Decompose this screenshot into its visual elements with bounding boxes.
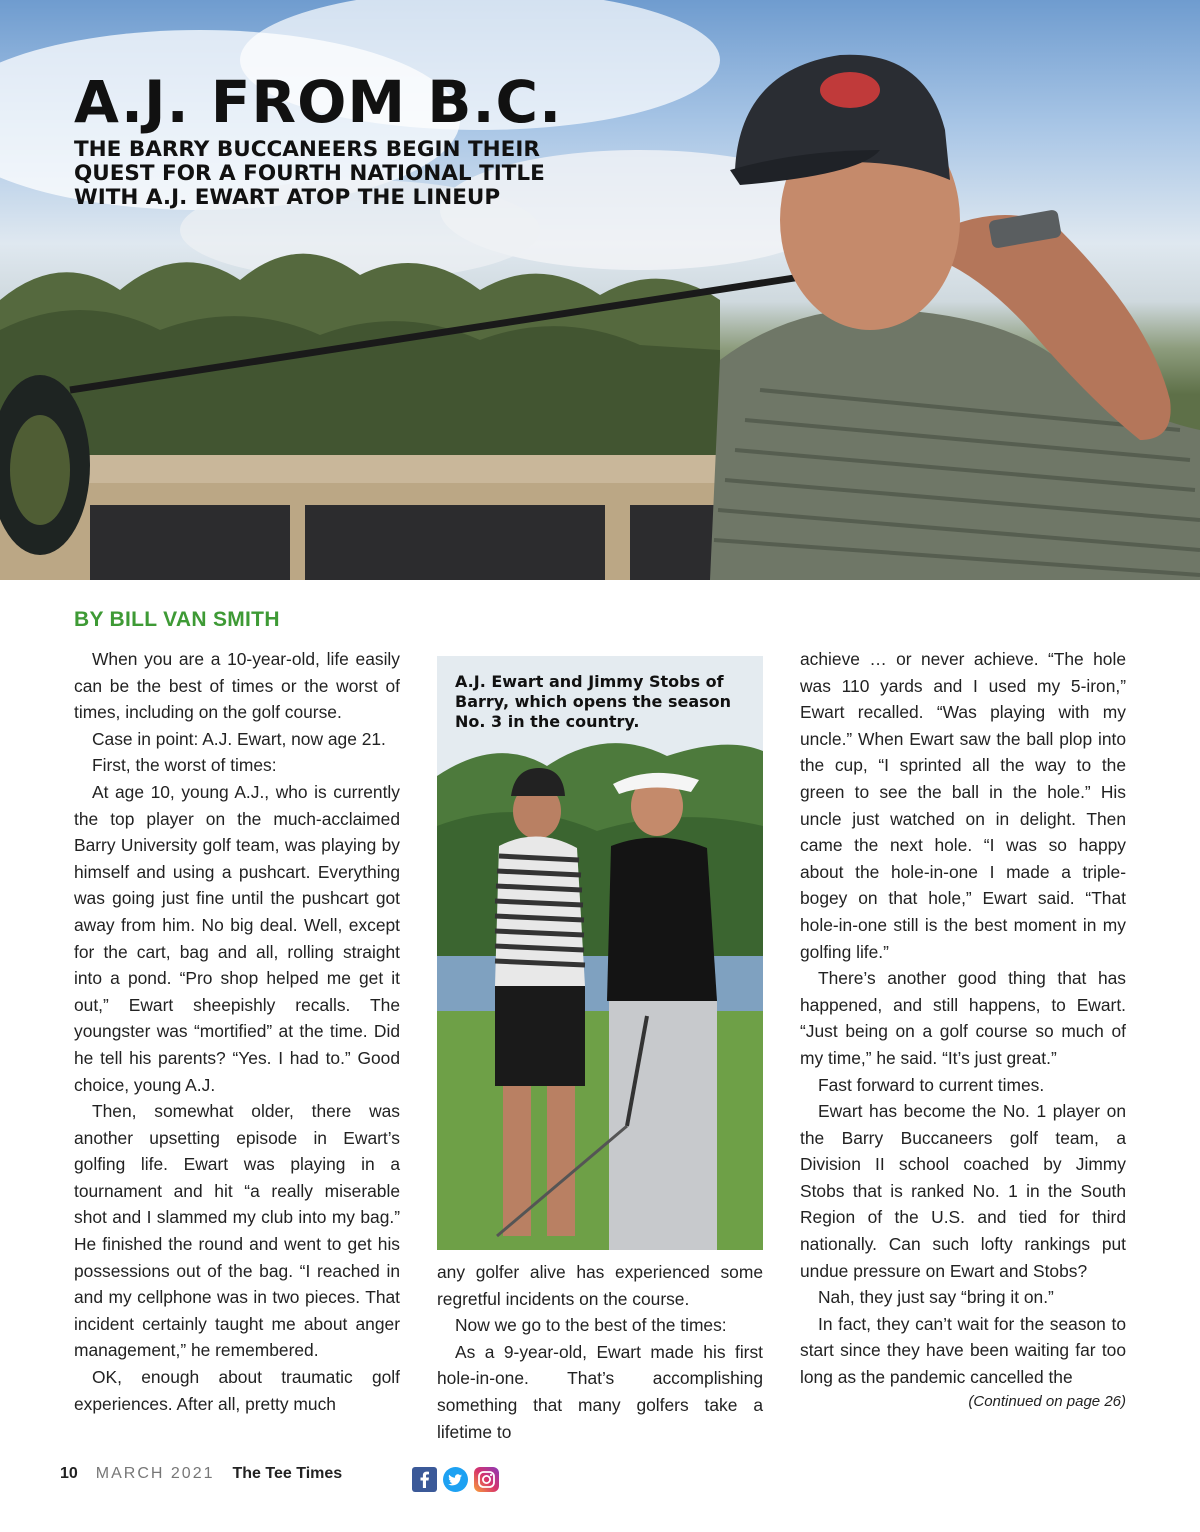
page-number: 10 <box>60 1465 78 1482</box>
paragraph: In fact, they can’t wait for the season to start since they have been waiting far too long as the pandemic cancelled the <box>800 1313 1126 1388</box>
paragraph: As a 9-year-old, Ewart made his first hole-in-one. That’s accomplishing something that many golfers take a lifetime to <box>437 1341 763 1442</box>
paragraph: achieve … or never achieve. “The hole was 110 yards and I used my 5-iron,” Ewart recalled. “Was playing with my uncle.” When Ewart saw the ball plop into the cup, “I sprinted all the way to the green to see the ball in the hole.” His uncle just watched on in delight. Then came the next hole. “I was so happy about the hole-in-one I made a triple-bogey on that hole,” Ewart said. “That hole-in-one still is the best moment in my golfing life.” <box>800 649 1126 962</box>
paragraph: Fast forward to current times. <box>818 1074 1045 1095</box>
hero-image <box>0 0 1200 580</box>
twitter-icon[interactable] <box>443 1467 468 1492</box>
page-footer <box>60 1462 342 1486</box>
paragraph: When you are a 10-year-old, life easily can be the best of times or the worst of times, including on the golf course. <box>74 649 400 723</box>
instagram-icon[interactable] <box>474 1467 499 1492</box>
paragraph: There’s another good thing that has happened, and still happens, to Ewart. “Just being on a golf course so much of my time,” he said. “It’s just great.” <box>800 968 1126 1068</box>
paragraph: Now we go to the best of the times: <box>455 1315 727 1336</box>
paragraph: OK, enough about traumatic golf experiences. After all, pretty much <box>74 1367 400 1414</box>
facebook-icon[interactable] <box>412 1467 437 1492</box>
article-column-1 <box>74 646 400 1417</box>
continued-note: (Continued on page 26) <box>968 1392 1126 1410</box>
issue-date: MARCH 2021 <box>95 1465 215 1482</box>
byline: BY BILL VAN SMITH <box>74 608 280 631</box>
paragraph: Then, somewhat older, there was another upsetting episode in Ewart’s golfing life. Ewart was playing in a tournament and hit “a really miserable shot and I slammed my club into my bag.” He finished the round and went to get his possessions out of the bag. “I reached in and my cellphone was in two pieces. That incident certainly taught me about anger management,” he remembered. <box>74 1101 400 1361</box>
headline: A.J. FROM B.C. <box>74 68 563 136</box>
article-column-2 <box>437 1259 763 1445</box>
social-icons <box>412 1467 499 1492</box>
paragraph: Case in point: A.J. Ewart, now age 21. <box>92 728 386 749</box>
inset-photo <box>437 656 763 1250</box>
paragraph: any golfer alive has experienced some regretful incidents on the course. <box>437 1262 763 1309</box>
paragraph: Ewart has become the No. 1 player on the Barry Buccaneers golf team, a Division II school coached by Jimmy Stobs that is ranked No. 1 in the South Region of the U.S. and tied for third nationally. Can such lofty rankings put undue pressure on Ewart and Stobs? <box>800 1101 1126 1281</box>
paragraph: First, the worst of times: <box>92 755 277 776</box>
inset-photo-golfers <box>437 656 763 1250</box>
photo-caption: A.J. Ewart and Jimmy Stobs of Barry, which opens the season No. 3 in the country. <box>455 672 732 731</box>
subheadline: THE BARRY BUCCANEERS BEGIN THEIR QUEST FOR A FOURTH NATIONAL TITLE WITH A.J. EWART ATOP THE LINEUP <box>74 137 545 210</box>
article-column-3 <box>800 646 1126 1413</box>
magazine-name: The Tee Times <box>232 1465 343 1482</box>
paragraph: Nah, they just say “bring it on.” <box>818 1287 1054 1308</box>
paragraph: At age 10, young A.J., who is currently the top player on the much-acclaimed Barry University golf team, was playing by himself and using a pushcart. Everything was going just fine until the pushcart got away from him. No big deal. Well, except for the cart, bag and all, rolling straight into a pond. “Pro shop helped me get it out,” Ewart sheepishly recalls. The youngster was “mortified” at the time. Did he tell his parents? “Yes. I had to.” Good choice, young A.J. <box>74 781 400 1095</box>
